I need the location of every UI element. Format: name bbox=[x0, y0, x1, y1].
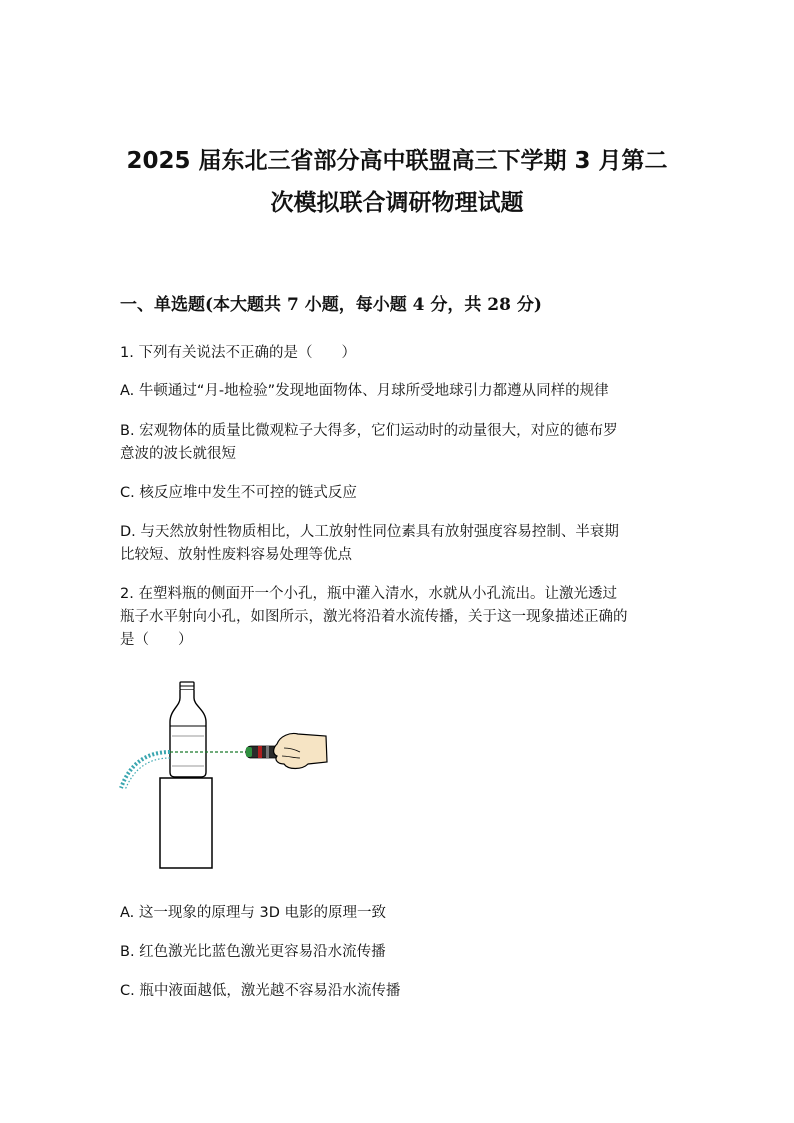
q1-stem: 1. 下列有关说法不正确的是（ ） bbox=[120, 345, 356, 361]
q2-stem-line-2: 瓶子水平射向小孔，如图所示，激光将沿着水流传播，关于这一现象描述正确的 bbox=[120, 609, 628, 625]
q1-option-c: C. 核反应堆中发生不可控的链式反应 bbox=[120, 485, 357, 501]
q1-option-d-line-1: D. 与天然放射性物质相比，人工放射性同位素具有放射强度容易控制、半衰期 bbox=[120, 524, 619, 540]
q1-option-d-line-2: 比较短、放射性废料容易处理等优点 bbox=[120, 547, 352, 563]
q1-option-b-line-2: 意波的波长就很短 bbox=[120, 446, 236, 462]
q2-stem-line-3: 是（ ） bbox=[120, 632, 193, 648]
pedestal bbox=[160, 778, 212, 868]
q1-option-b-line-1: B. 宏观物体的质量比微观粒子大得多，它们运动时的动量很大，对应的德布罗 bbox=[120, 423, 618, 439]
hand bbox=[274, 733, 327, 768]
bottle-laser-figure bbox=[112, 678, 342, 878]
q2-option-b: B. 红色激光比蓝色激光更容易沿水流传播 bbox=[120, 944, 386, 960]
title-line-1: 2025 届东北三省部分高中联盟高三下学期 3 月第二 bbox=[126, 148, 668, 174]
q2-stem-line-1: 2. 在塑料瓶的侧面开一个小孔，瓶中灌入清水，水就从小孔流出。让激光透过 bbox=[120, 586, 617, 602]
exam-title bbox=[100, 140, 694, 224]
title-line-2: 次模拟联合调研物理试题 bbox=[270, 190, 524, 216]
q1-option-a: A. 牛顿通过“月-地检验”发现地面物体、月球所受地球引力都遵从同样的规律 bbox=[120, 383, 609, 399]
q2-option-c: C. 瓶中液面越低，激光越不容易沿水流传播 bbox=[120, 983, 401, 999]
section-heading: 一、单选题(本大题共 7 小题，每小题 4 分，共 28 分) bbox=[120, 295, 542, 315]
q2-option-a: A. 这一现象的原理与 3D 电影的原理一致 bbox=[120, 905, 386, 921]
plastic-bottle bbox=[170, 682, 206, 777]
